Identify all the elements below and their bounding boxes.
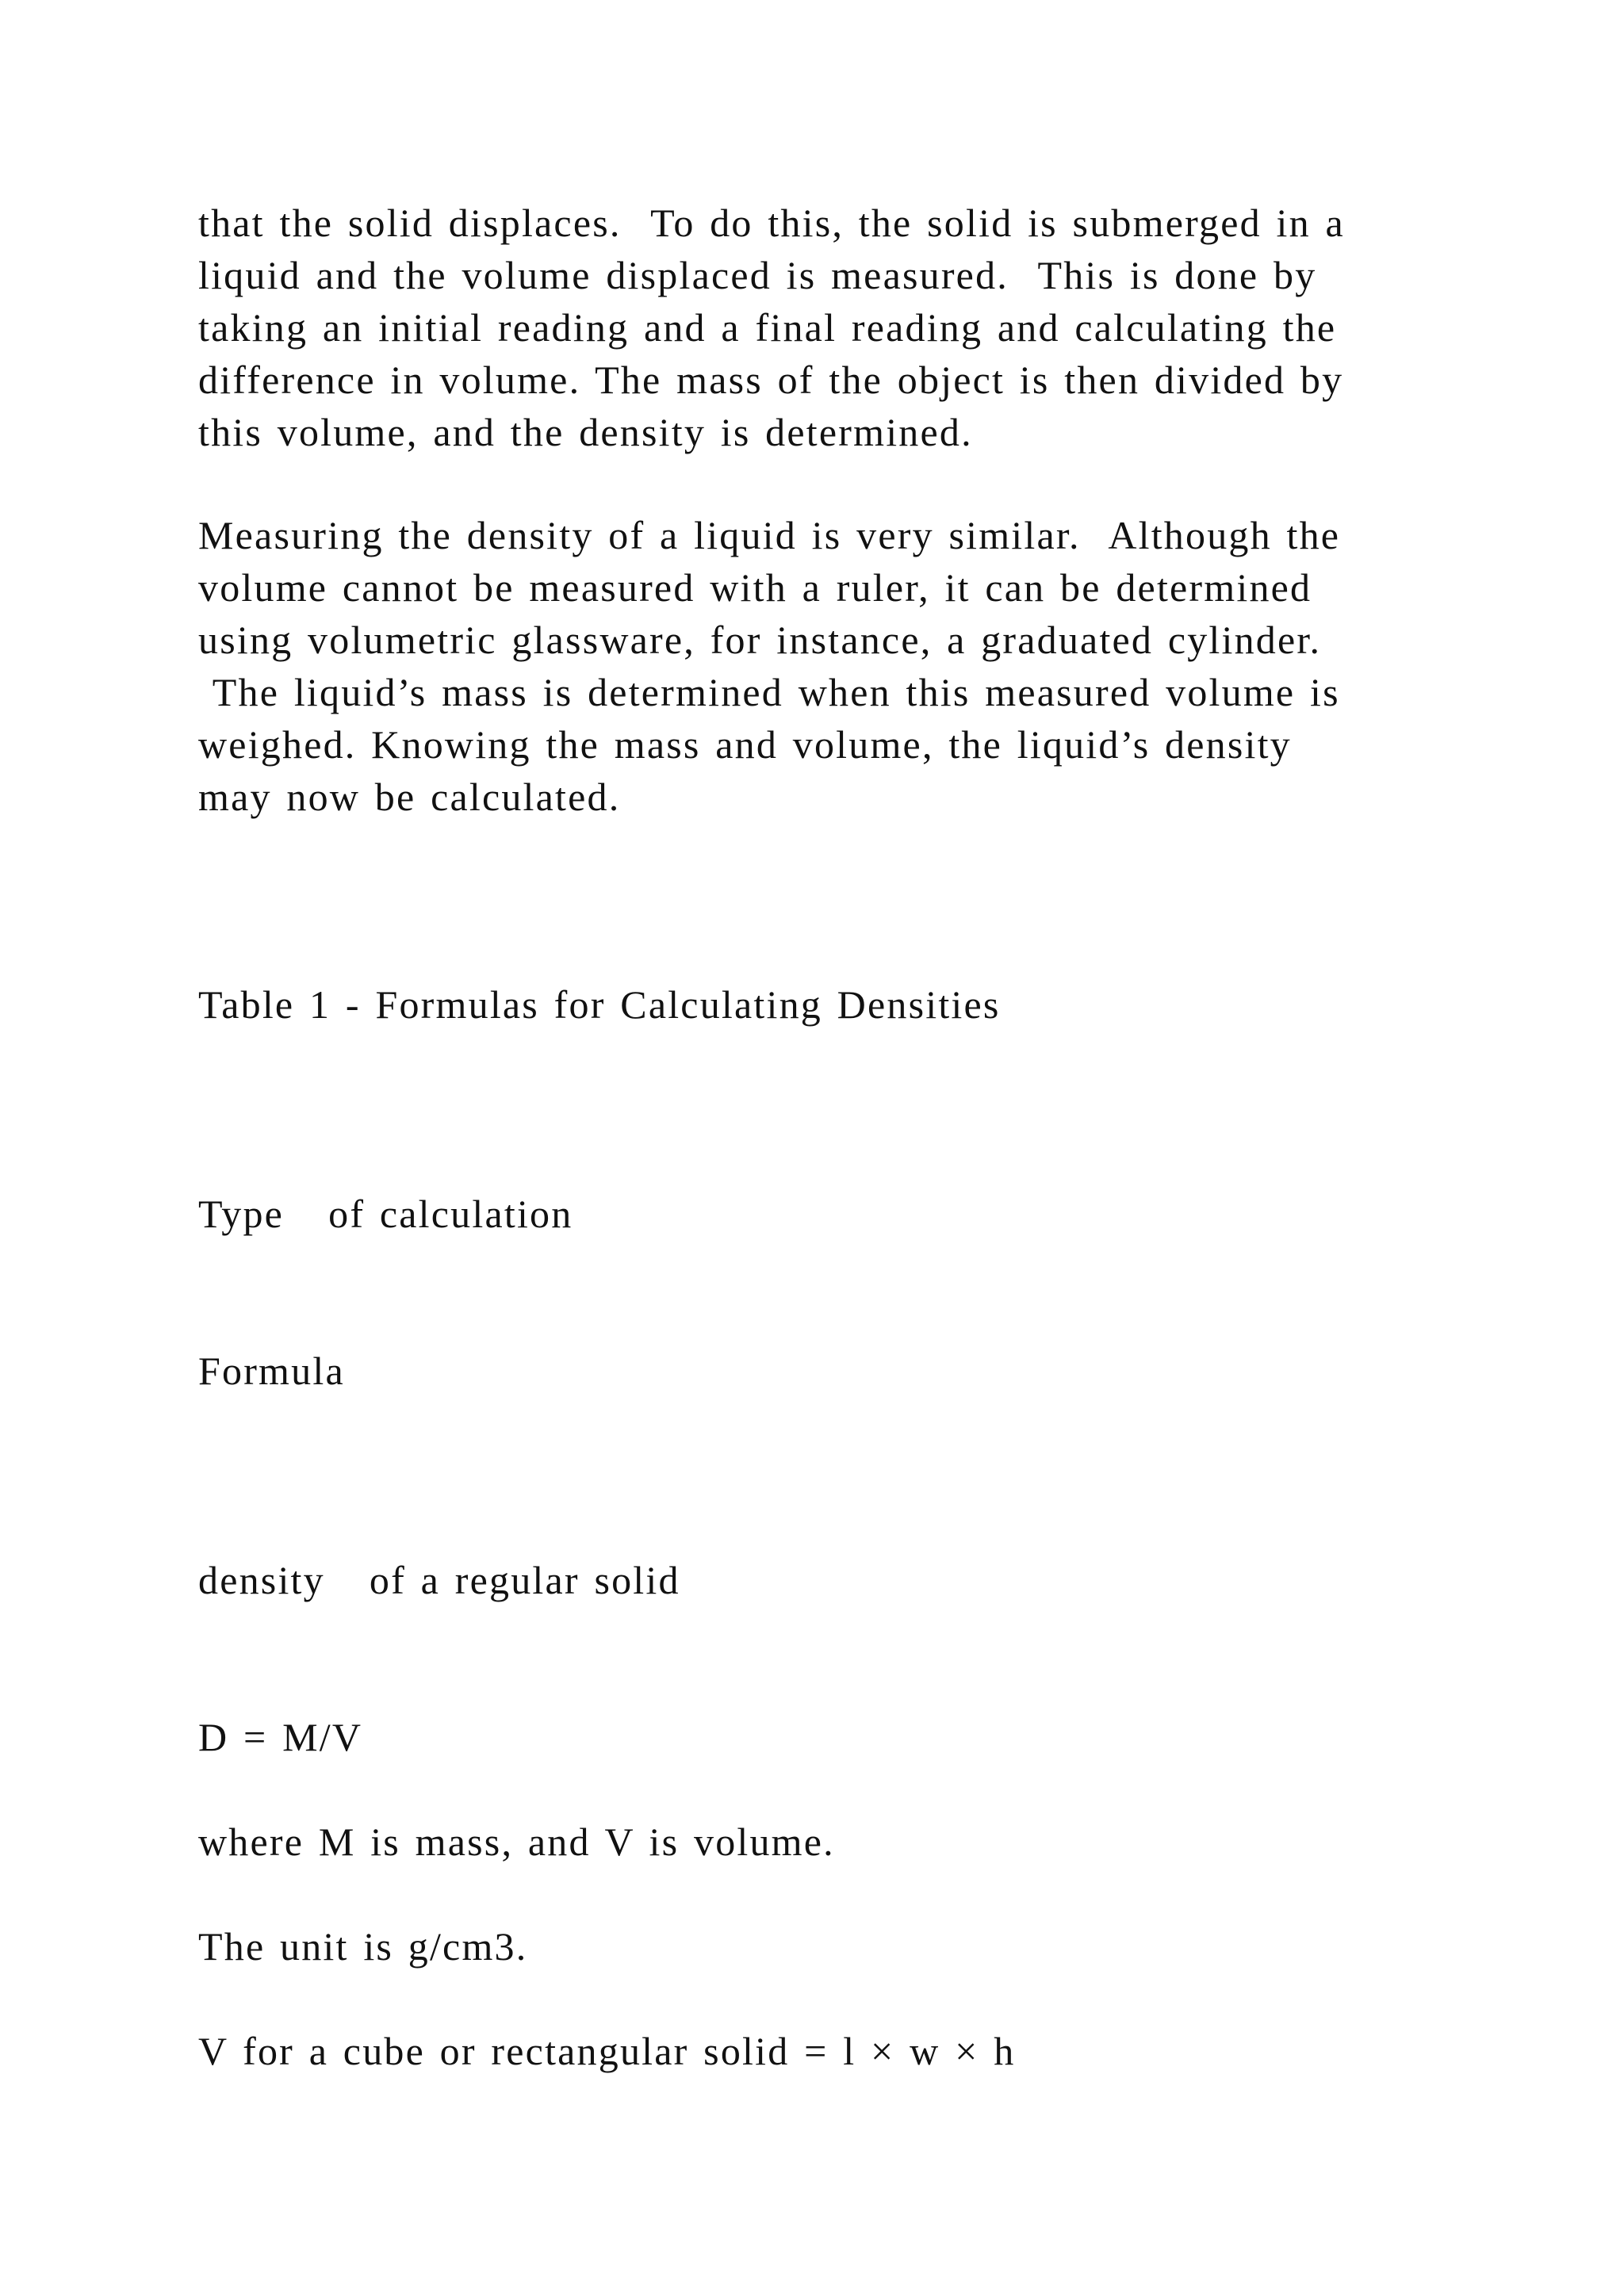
paragraph-2-line-3: using volumetric glassware, for instance, a graduated cylinder.	[198, 618, 1322, 662]
table-caption: Table 1 - Formulas for Calculating Densities	[198, 982, 1001, 1027]
paragraph-1-line-2: liquid and the volume displaced is measured. This is done by	[198, 253, 1317, 297]
table-header-formula: Formula	[198, 1349, 345, 1393]
paragraph-2-line-1: Measuring the density of a liquid is very similar. Although the	[198, 513, 1341, 557]
paragraph-2-line-5: weighed. Knowing the mass and volume, the liquid’s density	[198, 722, 1292, 767]
table-row1-type: density of a regular solid	[198, 1558, 680, 1602]
paragraph-2-line-4: The liquid’s mass is determined when this measured volume is	[198, 670, 1340, 714]
paragraph-1-line-4: difference in volume. The mass of the object is then divided by	[198, 358, 1344, 402]
paragraph-2-line-6: may now be calculated.	[198, 775, 621, 819]
table-row1-unit: The unit is g/cm3.	[198, 1924, 528, 1969]
table-row1-volume: V for a cube or rectangular solid = l × w × h	[198, 2029, 1016, 2073]
paragraph-1-line-1: that the solid displaces. To do this, the solid is submerged in a	[198, 201, 1345, 245]
table-row1-where: where M is mass, and V is volume.	[198, 1820, 835, 1864]
paragraph-1-line-3: taking an initial reading and a final reading and calculating the	[198, 305, 1337, 350]
table-header-type: Type of calculation	[198, 1192, 573, 1236]
paragraph-2-line-2: volume cannot be measured with a ruler, it can be determined	[198, 565, 1312, 610]
paragraph-1-line-5: this volume, and the density is determined.	[198, 410, 973, 454]
table-row1-formula: D = M/V	[198, 1715, 363, 1759]
